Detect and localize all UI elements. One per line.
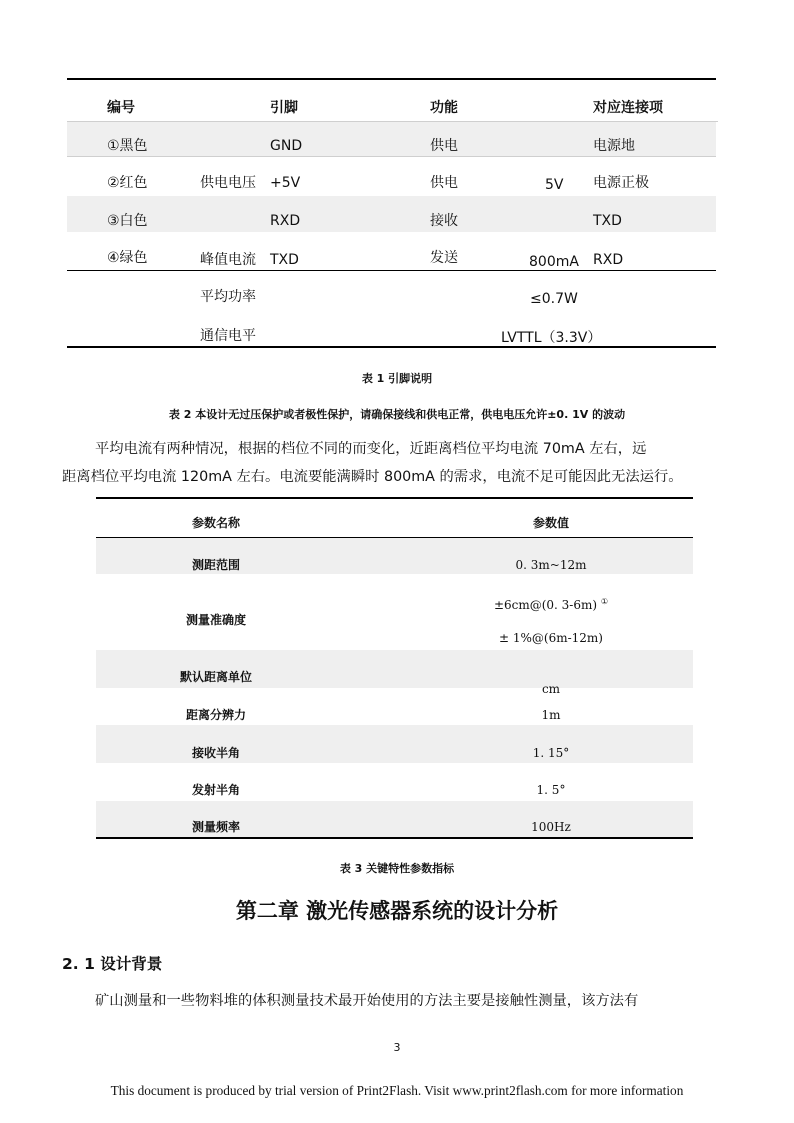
table-cell-value: ≤0.7W: [530, 291, 578, 307]
table-cell-param: 峰值电流: [200, 252, 256, 268]
table-divider: [67, 156, 716, 157]
table-top-rule: [67, 78, 716, 80]
col-header-pin: 引脚: [270, 100, 298, 116]
table-cell-pin: GND: [270, 138, 303, 154]
param-value: 0. 3m~12m: [515, 558, 587, 572]
table-divider: [67, 121, 718, 122]
chapter-title: 第二章 激光传感器系统的设计分析: [235, 899, 559, 923]
param-value: 100Hz: [531, 820, 571, 834]
table-top-rule: [96, 497, 693, 499]
param-value: ± 1%@(6m-12m): [499, 631, 603, 645]
param-name: 接收半角: [191, 746, 240, 760]
table-cell-connection: 电源地: [593, 138, 635, 154]
param-name: 测量准确度: [185, 613, 246, 627]
table-cell-id: ①黑色: [107, 138, 148, 154]
table-cell-function: 供电: [430, 175, 458, 191]
paragraph-line: 平均电流有两种情况，根据的档位不同的而变化，近距离档位平均电流 70mA 左右，远: [95, 441, 647, 457]
table-bottom-rule: [96, 837, 693, 839]
table-cell-param: 平均功率: [200, 289, 256, 305]
col-header-connection: 对应连接项: [593, 100, 663, 116]
col-header-function: 功能: [430, 100, 458, 116]
parameter-table: [96, 497, 693, 839]
table-cell-connection: RXD: [593, 252, 624, 268]
trial-footer: This document is produced by trial version of Print2Flash. Visit www.print2flash.com for more information: [110, 1083, 684, 1098]
section-title: 2. 1 设计背景: [62, 955, 163, 973]
table-cell-pin: +5V: [270, 175, 301, 191]
table-cell-id: ④绿色: [107, 250, 148, 266]
table-cell-param: 供电电压: [200, 175, 256, 191]
table-cell-id: ③白色: [107, 213, 148, 229]
param-value: 1m: [541, 708, 561, 722]
param-name: 发射半角: [191, 783, 240, 797]
table-cell-function: 供电: [430, 138, 458, 154]
table-cell-function: 接收: [430, 213, 458, 229]
table-caption: 表 3 关键特性参数指标: [339, 862, 455, 875]
table-divider: [67, 270, 716, 271]
table-caption: 表 1 引脚说明: [361, 372, 433, 385]
table-cell-value: 800mA: [529, 254, 579, 270]
table-cell-connection: 电源正极: [593, 175, 649, 191]
param-name: 距离分辨力: [185, 708, 246, 722]
paragraph-line: 距离档位平均电流 120mA 左右。电流要能满瞬时 800mA 的需求，电流不足可能因此无法运行。: [62, 469, 683, 485]
param-value: 1. 5°: [536, 783, 566, 797]
table-cell-connection: TXD: [593, 213, 622, 229]
col-header-number: 编号: [107, 100, 135, 116]
table-cell-value: LVTTL（3.3V）: [501, 330, 602, 346]
param-value: [426, 594, 676, 613]
param-value-range: ±6cm@(0. 3-6m): [493, 598, 598, 612]
footnote-marker: ①: [600, 597, 609, 606]
col-header-param-name: 参数名称: [191, 516, 240, 530]
pin-table: [67, 78, 716, 348]
param-value: cm: [541, 682, 561, 696]
table-cell-param: 通信电平: [200, 328, 256, 344]
col-header-param-value: 参数值: [532, 516, 569, 530]
body-text: 矿山测量和一些物料堆的体积测量技术最开始使用的方法主要是接触性测量，该方法有: [95, 993, 639, 1009]
table-cell-id: ②红色: [107, 175, 148, 191]
table-divider: [96, 537, 693, 538]
table-bottom-rule: [67, 346, 716, 348]
param-name: 默认距离单位: [179, 670, 252, 684]
table-cell-function: 发送: [430, 250, 458, 266]
table-cell-pin: RXD: [270, 213, 301, 229]
param-name: 测距范围: [191, 558, 240, 572]
param-name: 测量频率: [191, 820, 240, 834]
param-value: 1. 15°: [532, 746, 570, 760]
page-number: 3: [393, 1041, 401, 1054]
table-cell-pin: TXD: [270, 252, 299, 268]
table-cell-value: 5V: [545, 177, 564, 193]
table-caption: 表 2 本设计无过压保护或者极性保护，请确保接线和供电正常，供电电压允许±0. 1V 的波动: [168, 408, 626, 421]
